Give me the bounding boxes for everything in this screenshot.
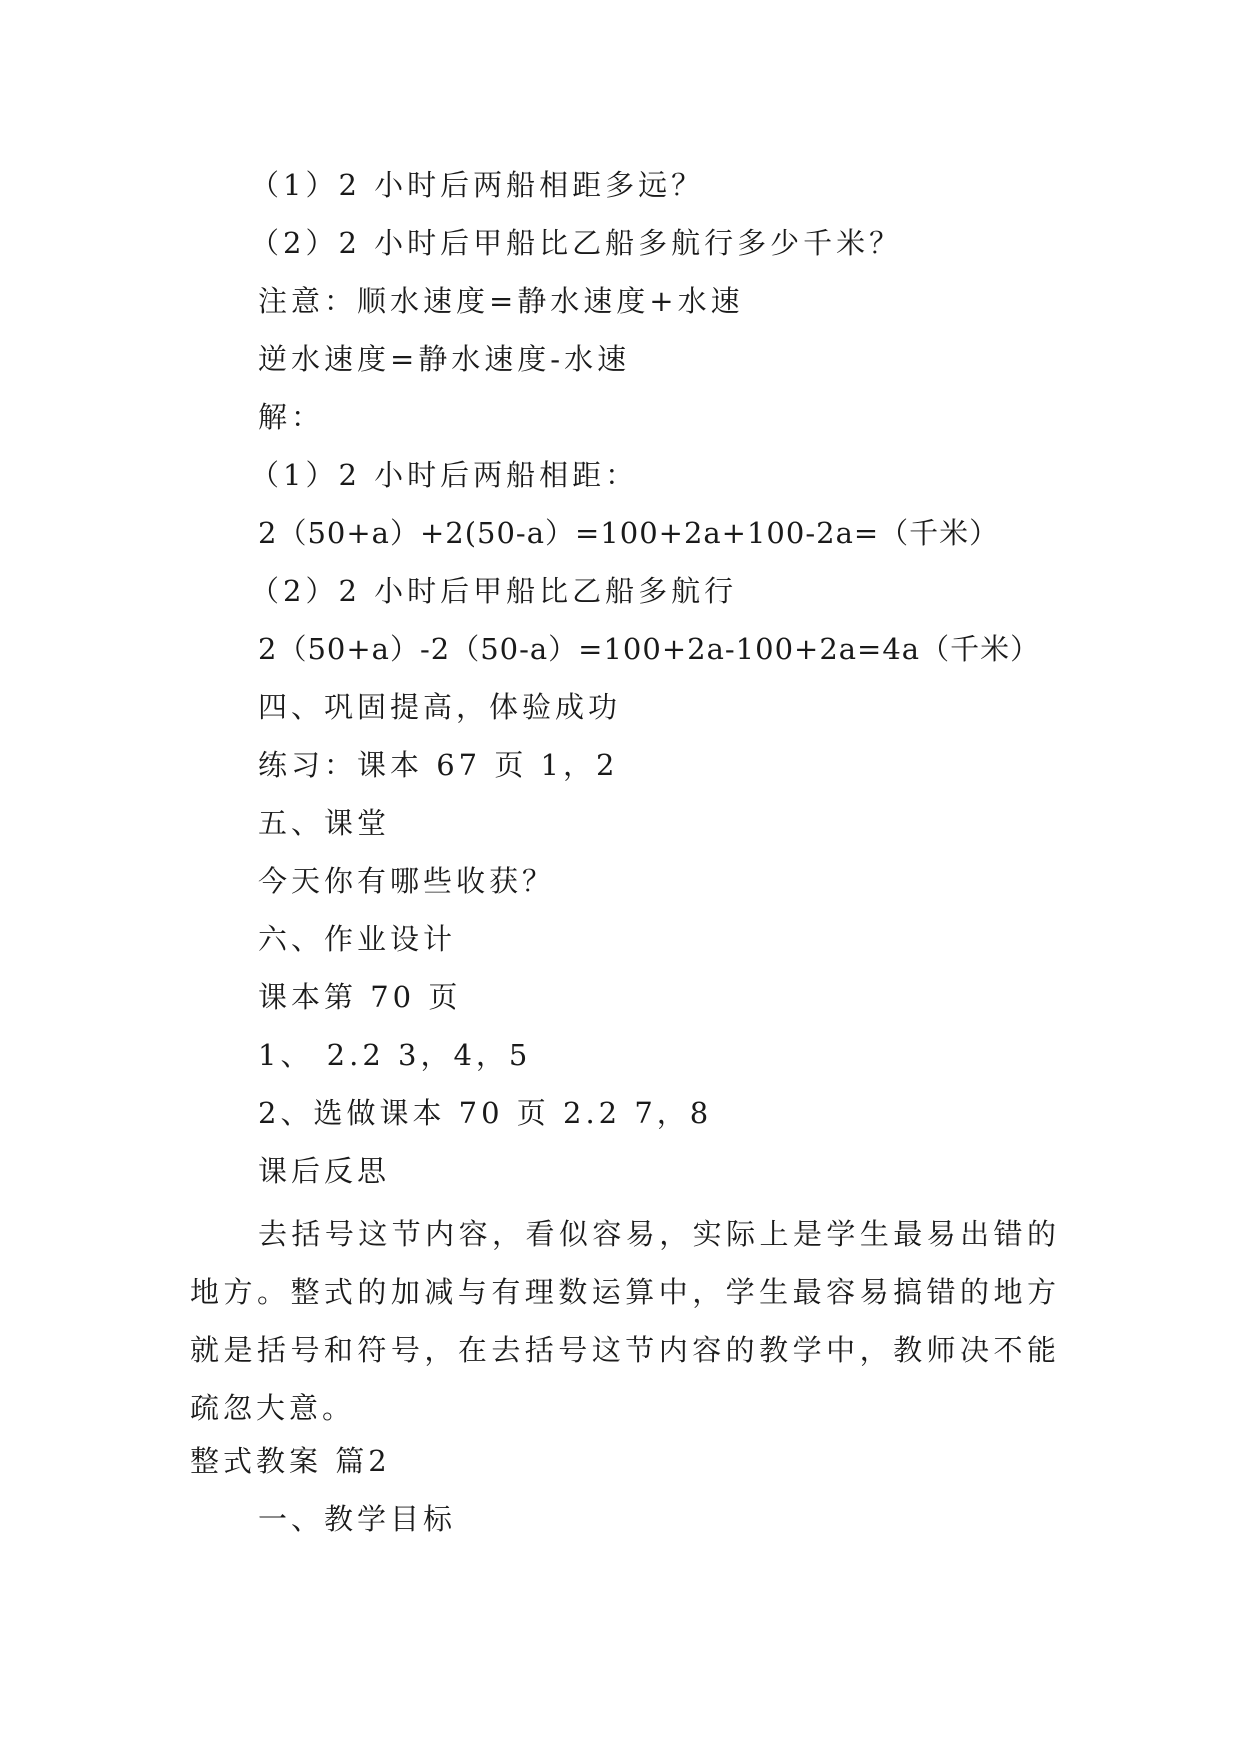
homework-2: 2、选做课本 70 页 2.2 7，8: [258, 1096, 713, 1130]
note-downstream: 注意：顺水速度=静水速度+水速: [258, 284, 744, 318]
answer-2-heading: （2）2 小时后甲船比乙船多航行: [250, 574, 738, 608]
section-5-heading: 五、课堂: [258, 806, 391, 840]
answer-2-formula: 2（50+a）-2（50-a）=100+2a-100+2a=4a（千米）: [258, 632, 1041, 666]
reflection-paragraph: 去括号这节内容，看似容易，实际上是学生最易出错的地方。整式的加减与有理数运算中，学生最容易搞错的地方就是括号和符号，在去括号这节内容的教学中，教师决不能疏忽大意。: [190, 1217, 1060, 1425]
section-4-heading: 四、巩固提高，体验成功: [258, 690, 622, 724]
note-upstream: 逆水速度=静水速度-水速: [258, 342, 631, 376]
answer-1-heading: （1）2 小时后两船相距：: [250, 458, 639, 492]
question-1: （1）2 小时后两船相距多远？: [250, 168, 705, 202]
harvest-question: 今天你有哪些收获？: [258, 864, 556, 898]
section-6-heading: 六、作业设计: [258, 922, 457, 956]
question-2: （2）2 小时后甲船比乙船多航行多少千米？: [250, 226, 903, 260]
reflection-heading: 课后反思: [258, 1154, 391, 1188]
solution-label: 解：: [258, 400, 325, 434]
practice-line: 练习：课本 67 页 1，2: [258, 748, 619, 782]
textbook-page: 课本第 70 页: [258, 980, 462, 1014]
homework-1: 1、 2.2 3，4，5: [258, 1038, 532, 1072]
objective-heading: 一、教学目标: [258, 1502, 457, 1536]
section-title: 整式教案 篇2: [190, 1444, 391, 1478]
answer-1-formula: 2（50+a）+2(50-a）=100+2a+100-2a=（千米）: [258, 516, 1000, 550]
